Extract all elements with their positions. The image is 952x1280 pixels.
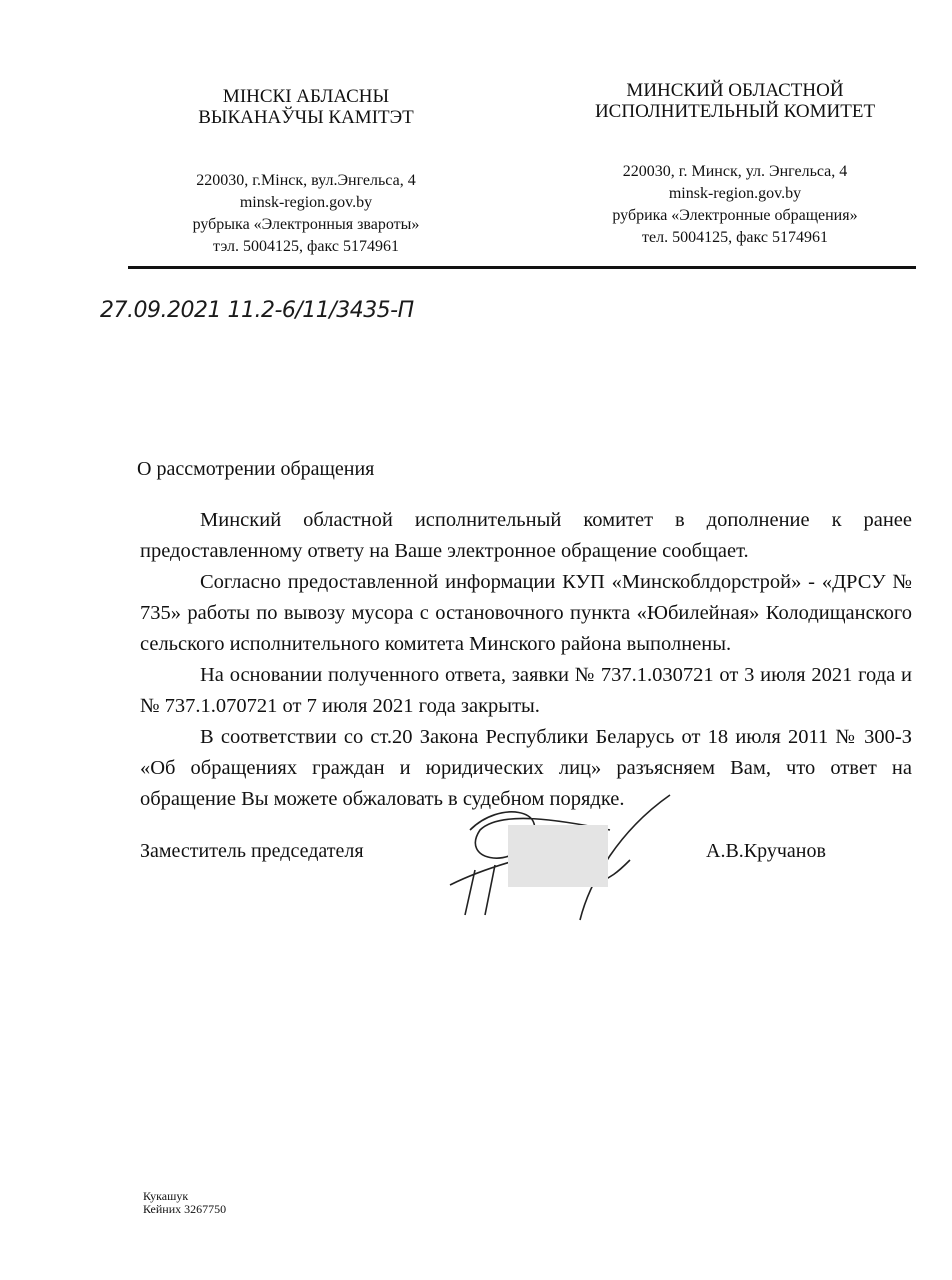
site-ru: minsk-region.gov.by bbox=[668, 185, 802, 202]
site-by: minsk-region.gov.by bbox=[239, 194, 373, 211]
org-title-ru-1: МИНСКИЙ ОБЛАСТНОЙ bbox=[626, 80, 844, 101]
executor-phone: Кейних 3267750 bbox=[143, 1202, 227, 1216]
signer-position: Заместитель председателя bbox=[140, 840, 364, 862]
org-title-by-1: МІНСКІ АБЛАСНЫ bbox=[222, 86, 390, 107]
phone-ru: тел. 5004125, факс 5174961 bbox=[641, 229, 829, 246]
subject: О рассмотрении обращения bbox=[137, 458, 375, 480]
header-left bbox=[150, 86, 462, 258]
org-title-by-2: ВЫКАНАЎЧЫ КАМІТЭТ bbox=[198, 107, 414, 128]
paragraph: В соответствии со ст.20 Закона Республики Беларусь от 18 июля 2011 № 300-З «Об обращениях граждан и юридических лиц» разъясняем Вам, что ответ на обращение Вы можете обжаловать в судебном порядке. bbox=[140, 726, 912, 810]
rubric-by: рубрыка «Электронныя зваpоты» bbox=[192, 216, 420, 233]
letter-body bbox=[140, 505, 912, 815]
paragraph: На основании полученного ответа, заявки № 737.1.030721 от 3 июля 2021 года и № 737.1.070721 от 7 июля 2021 года закрыты. bbox=[140, 664, 912, 717]
address-by: 220030, г.Мінск, вул.Энгельса, 4 bbox=[196, 172, 416, 189]
header-divider bbox=[128, 266, 916, 269]
org-title-ru-2: ИСПОЛНИТЕЛЬНЫЙ КОМИТЕТ bbox=[594, 101, 876, 122]
executor-name: Кукашук bbox=[143, 1189, 189, 1203]
paragraph: Минский областной исполнительный комитет в дополнение к ранее предоставленному ответу на Ваше электронное обращение сообщает. bbox=[140, 509, 912, 562]
phone-by: тэл. 5004125, факс 5174961 bbox=[213, 238, 399, 255]
header-right bbox=[555, 80, 915, 249]
paragraph: Согласно предоставленной информации КУП «Минскоблдорстрой» - «ДРСУ № 735» работы по вывозу мусора с остановочного пункта «Юбилейная» Колодищанского сельского исполнительного комитета Минского района выполнены. bbox=[140, 571, 912, 655]
signer-name: А.В.Кручанов bbox=[706, 840, 826, 862]
address-ru: 220030, г. Минск, ул. Энгельса, 4 bbox=[622, 163, 848, 180]
rubric-ru: рубрика «Электронные обращения» bbox=[612, 207, 858, 224]
signature-redaction bbox=[508, 825, 608, 887]
executor-info bbox=[143, 1190, 226, 1216]
registration-number: 27.09.2021 11.2-6/11/3435-П bbox=[100, 298, 414, 323]
